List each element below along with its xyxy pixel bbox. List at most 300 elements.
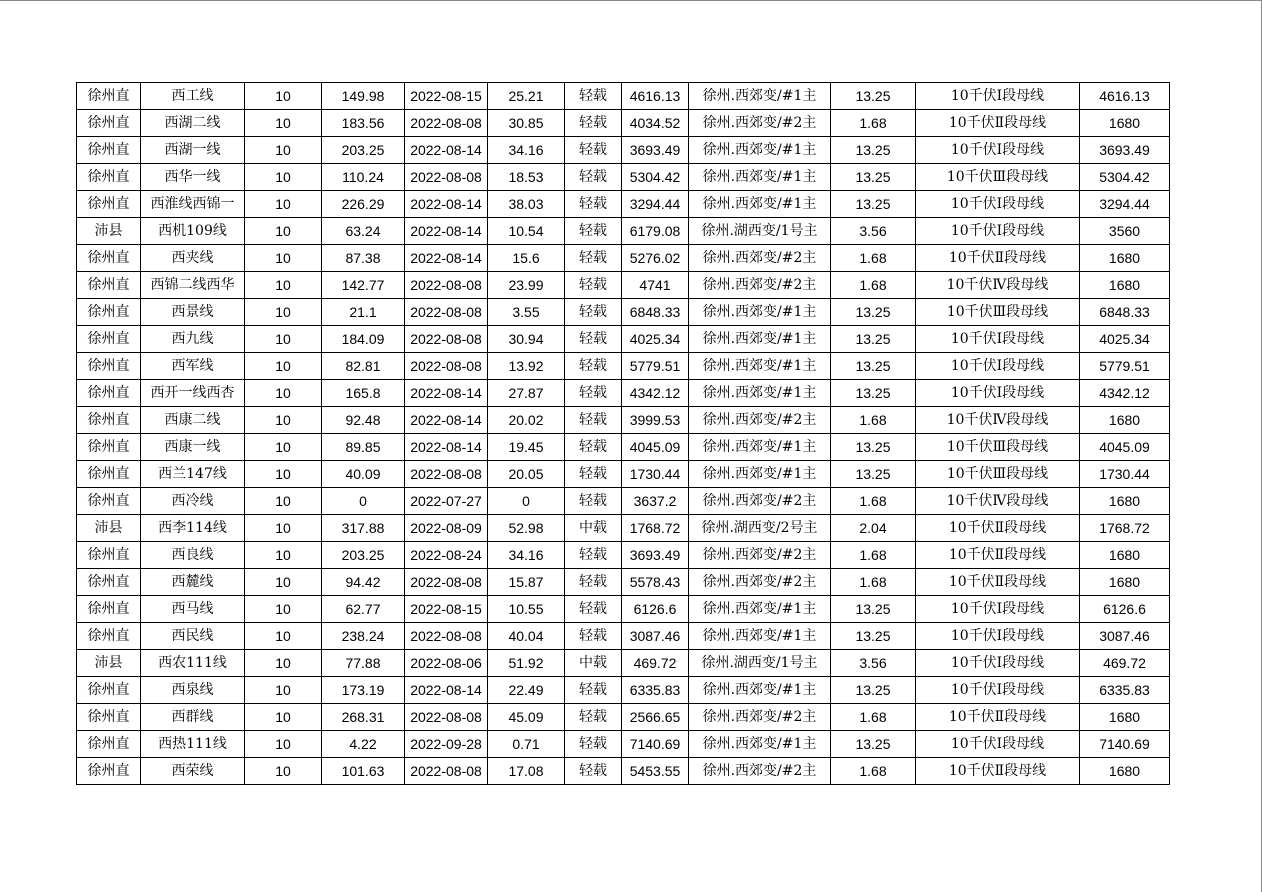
cell-line-name: 西锦二线西华 bbox=[141, 272, 245, 299]
cell-load-rate: 17.08 bbox=[488, 758, 565, 785]
cell-transformer-load: 13.25 bbox=[831, 677, 916, 704]
cell-substation: 徐州.西郊变/#1主 bbox=[689, 677, 831, 704]
cell-bus: 10千伏Ⅳ段母线 bbox=[916, 488, 1080, 515]
cell-transformer-load: 13.25 bbox=[831, 380, 916, 407]
cell-substation: 徐州.西郊变/#1主 bbox=[689, 596, 831, 623]
cell-max: 4342.12 bbox=[1080, 380, 1170, 407]
cell-load-rate: 19.45 bbox=[488, 434, 565, 461]
cell-load-status: 轻载 bbox=[565, 272, 622, 299]
cell-substation: 徐州.湖西变/1号主 bbox=[689, 650, 831, 677]
cell-region: 徐州直 bbox=[77, 569, 141, 596]
cell-max: 1680 bbox=[1080, 110, 1170, 137]
cell-capacity: 6179.08 bbox=[622, 218, 689, 245]
cell-date: 2022-08-15 bbox=[405, 596, 488, 623]
cell-load-status: 轻载 bbox=[565, 299, 622, 326]
cell-max: 6126.6 bbox=[1080, 596, 1170, 623]
cell-current: 77.88 bbox=[322, 650, 405, 677]
cell-substation: 徐州.西郊变/#1主 bbox=[689, 623, 831, 650]
cell-transformer-load: 13.25 bbox=[831, 731, 916, 758]
cell-substation: 徐州.西郊变/#2主 bbox=[689, 488, 831, 515]
cell-voltage: 10 bbox=[245, 488, 322, 515]
table-row bbox=[77, 758, 1170, 785]
cell-capacity: 3294.44 bbox=[622, 191, 689, 218]
cell-substation: 徐州.西郊变/#2主 bbox=[689, 245, 831, 272]
cell-transformer-load: 13.25 bbox=[831, 623, 916, 650]
cell-region: 徐州直 bbox=[77, 326, 141, 353]
cell-load-status: 轻载 bbox=[565, 218, 622, 245]
cell-date: 2022-08-08 bbox=[405, 623, 488, 650]
cell-bus: 10千伏Ⅲ段母线 bbox=[916, 434, 1080, 461]
cell-max: 4616.13 bbox=[1080, 83, 1170, 110]
cell-load-rate: 40.04 bbox=[488, 623, 565, 650]
cell-date: 2022-08-15 bbox=[405, 83, 488, 110]
cell-bus: 10千伏Ⅱ段母线 bbox=[916, 704, 1080, 731]
cell-region: 徐州直 bbox=[77, 110, 141, 137]
cell-line-name: 西康一线 bbox=[141, 434, 245, 461]
cell-current: 94.42 bbox=[322, 569, 405, 596]
cell-date: 2022-08-08 bbox=[405, 326, 488, 353]
cell-max: 1680 bbox=[1080, 272, 1170, 299]
cell-current: 21.1 bbox=[322, 299, 405, 326]
cell-load-status: 轻载 bbox=[565, 704, 622, 731]
cell-voltage: 10 bbox=[245, 434, 322, 461]
cell-substation: 徐州.西郊变/#2主 bbox=[689, 542, 831, 569]
cell-line-name: 西兰147线 bbox=[141, 461, 245, 488]
cell-voltage: 10 bbox=[245, 299, 322, 326]
cell-current: 226.29 bbox=[322, 191, 405, 218]
cell-capacity: 7140.69 bbox=[622, 731, 689, 758]
cell-substation: 徐州.西郊变/#2主 bbox=[689, 272, 831, 299]
cell-region: 徐州直 bbox=[77, 434, 141, 461]
cell-load-rate: 30.85 bbox=[488, 110, 565, 137]
cell-voltage: 10 bbox=[245, 272, 322, 299]
table-row bbox=[77, 299, 1170, 326]
cell-date: 2022-08-06 bbox=[405, 650, 488, 677]
cell-region: 徐州直 bbox=[77, 299, 141, 326]
cell-voltage: 10 bbox=[245, 326, 322, 353]
cell-current: 92.48 bbox=[322, 407, 405, 434]
cell-load-rate: 18.53 bbox=[488, 164, 565, 191]
cell-voltage: 10 bbox=[245, 704, 322, 731]
cell-voltage: 10 bbox=[245, 677, 322, 704]
cell-capacity: 6126.6 bbox=[622, 596, 689, 623]
cell-voltage: 10 bbox=[245, 110, 322, 137]
cell-load-status: 轻载 bbox=[565, 758, 622, 785]
cell-bus: 10千伏Ⅰ段母线 bbox=[916, 218, 1080, 245]
cell-current: 89.85 bbox=[322, 434, 405, 461]
cell-max: 1680 bbox=[1080, 407, 1170, 434]
cell-line-name: 西康二线 bbox=[141, 407, 245, 434]
cell-line-name: 西景线 bbox=[141, 299, 245, 326]
cell-region: 徐州直 bbox=[77, 272, 141, 299]
cell-capacity: 4034.52 bbox=[622, 110, 689, 137]
cell-line-name: 西群线 bbox=[141, 704, 245, 731]
cell-region: 沛县 bbox=[77, 650, 141, 677]
cell-region: 徐州直 bbox=[77, 623, 141, 650]
cell-date: 2022-08-08 bbox=[405, 272, 488, 299]
cell-region: 徐州直 bbox=[77, 407, 141, 434]
table-row bbox=[77, 272, 1170, 299]
cell-bus: 10千伏Ⅱ段母线 bbox=[916, 542, 1080, 569]
cell-voltage: 10 bbox=[245, 542, 322, 569]
cell-line-name: 西机109线 bbox=[141, 218, 245, 245]
cell-load-rate: 22.49 bbox=[488, 677, 565, 704]
cell-capacity: 469.72 bbox=[622, 650, 689, 677]
cell-current: 238.24 bbox=[322, 623, 405, 650]
cell-bus: 10千伏Ⅰ段母线 bbox=[916, 191, 1080, 218]
table-row bbox=[77, 569, 1170, 596]
cell-bus: 10千伏Ⅱ段母线 bbox=[916, 515, 1080, 542]
cell-date: 2022-08-14 bbox=[405, 245, 488, 272]
cell-substation: 徐州.西郊变/#1主 bbox=[689, 326, 831, 353]
cell-capacity: 6335.83 bbox=[622, 677, 689, 704]
cell-current: 149.98 bbox=[322, 83, 405, 110]
cell-voltage: 10 bbox=[245, 380, 322, 407]
cell-line-name: 西冷线 bbox=[141, 488, 245, 515]
cell-transformer-load: 1.68 bbox=[831, 245, 916, 272]
cell-capacity: 4616.13 bbox=[622, 83, 689, 110]
cell-substation: 徐州.西郊变/#1主 bbox=[689, 299, 831, 326]
cell-date: 2022-08-08 bbox=[405, 299, 488, 326]
cell-load-status: 轻载 bbox=[565, 434, 622, 461]
cell-date: 2022-08-08 bbox=[405, 110, 488, 137]
cell-max: 1680 bbox=[1080, 488, 1170, 515]
cell-date: 2022-09-28 bbox=[405, 731, 488, 758]
cell-transformer-load: 13.25 bbox=[831, 299, 916, 326]
cell-bus: 10千伏Ⅱ段母线 bbox=[916, 110, 1080, 137]
cell-current: 173.19 bbox=[322, 677, 405, 704]
cell-load-rate: 0 bbox=[488, 488, 565, 515]
cell-bus: 10千伏Ⅳ段母线 bbox=[916, 272, 1080, 299]
cell-transformer-load: 3.56 bbox=[831, 218, 916, 245]
cell-load-status: 轻载 bbox=[565, 596, 622, 623]
cell-max: 3294.44 bbox=[1080, 191, 1170, 218]
cell-voltage: 10 bbox=[245, 137, 322, 164]
cell-voltage: 10 bbox=[245, 191, 322, 218]
cell-date: 2022-08-14 bbox=[405, 218, 488, 245]
cell-current: 87.38 bbox=[322, 245, 405, 272]
cell-substation: 徐州.西郊变/#1主 bbox=[689, 731, 831, 758]
cell-current: 62.77 bbox=[322, 596, 405, 623]
cell-line-name: 西民线 bbox=[141, 623, 245, 650]
cell-region: 徐州直 bbox=[77, 353, 141, 380]
cell-load-status: 轻载 bbox=[565, 326, 622, 353]
cell-current: 142.77 bbox=[322, 272, 405, 299]
cell-voltage: 10 bbox=[245, 758, 322, 785]
cell-line-name: 西九线 bbox=[141, 326, 245, 353]
cell-max: 3693.49 bbox=[1080, 137, 1170, 164]
cell-capacity: 6848.33 bbox=[622, 299, 689, 326]
cell-load-status: 轻载 bbox=[565, 677, 622, 704]
cell-substation: 徐州.西郊变/#1主 bbox=[689, 380, 831, 407]
cell-max: 7140.69 bbox=[1080, 731, 1170, 758]
cell-date: 2022-08-14 bbox=[405, 380, 488, 407]
cell-max: 6848.33 bbox=[1080, 299, 1170, 326]
cell-max: 5779.51 bbox=[1080, 353, 1170, 380]
cell-bus: 10千伏Ⅱ段母线 bbox=[916, 758, 1080, 785]
cell-load-rate: 15.87 bbox=[488, 569, 565, 596]
cell-substation: 徐州.西郊变/#2主 bbox=[689, 110, 831, 137]
cell-load-status: 中载 bbox=[565, 650, 622, 677]
cell-date: 2022-08-08 bbox=[405, 353, 488, 380]
cell-load-status: 轻载 bbox=[565, 380, 622, 407]
cell-max: 3560 bbox=[1080, 218, 1170, 245]
cell-line-name: 西开一线西杏 bbox=[141, 380, 245, 407]
cell-capacity: 5304.42 bbox=[622, 164, 689, 191]
cell-transformer-load: 1.68 bbox=[831, 272, 916, 299]
cell-region: 徐州直 bbox=[77, 191, 141, 218]
cell-capacity: 5779.51 bbox=[622, 353, 689, 380]
cell-transformer-load: 1.68 bbox=[831, 569, 916, 596]
cell-transformer-load: 13.25 bbox=[831, 353, 916, 380]
cell-transformer-load: 13.25 bbox=[831, 191, 916, 218]
cell-transformer-load: 3.56 bbox=[831, 650, 916, 677]
cell-transformer-load: 1.68 bbox=[831, 542, 916, 569]
table-row bbox=[77, 110, 1170, 137]
cell-current: 82.81 bbox=[322, 353, 405, 380]
cell-substation: 徐州.西郊变/#1主 bbox=[689, 83, 831, 110]
cell-region: 徐州直 bbox=[77, 137, 141, 164]
cell-load-rate: 51.92 bbox=[488, 650, 565, 677]
cell-transformer-load: 13.25 bbox=[831, 326, 916, 353]
cell-load-status: 轻载 bbox=[565, 164, 622, 191]
cell-load-rate: 45.09 bbox=[488, 704, 565, 731]
cell-load-rate: 34.16 bbox=[488, 542, 565, 569]
cell-line-name: 西麓线 bbox=[141, 569, 245, 596]
cell-capacity: 2566.65 bbox=[622, 704, 689, 731]
cell-date: 2022-08-14 bbox=[405, 191, 488, 218]
cell-date: 2022-08-14 bbox=[405, 434, 488, 461]
cell-date: 2022-08-08 bbox=[405, 461, 488, 488]
cell-substation: 徐州.西郊变/#1主 bbox=[689, 461, 831, 488]
cell-region: 徐州直 bbox=[77, 164, 141, 191]
cell-current: 184.09 bbox=[322, 326, 405, 353]
table-row bbox=[77, 137, 1170, 164]
cell-line-name: 西荣线 bbox=[141, 758, 245, 785]
cell-load-rate: 52.98 bbox=[488, 515, 565, 542]
cell-line-name: 西华一线 bbox=[141, 164, 245, 191]
cell-region: 徐州直 bbox=[77, 461, 141, 488]
table-row bbox=[77, 677, 1170, 704]
cell-substation: 徐州.西郊变/#1主 bbox=[689, 434, 831, 461]
cell-current: 63.24 bbox=[322, 218, 405, 245]
cell-region: 徐州直 bbox=[77, 542, 141, 569]
cell-voltage: 10 bbox=[245, 164, 322, 191]
cell-transformer-load: 13.25 bbox=[831, 83, 916, 110]
cell-voltage: 10 bbox=[245, 407, 322, 434]
cell-load-rate: 27.87 bbox=[488, 380, 565, 407]
cell-voltage: 10 bbox=[245, 731, 322, 758]
cell-load-status: 轻载 bbox=[565, 488, 622, 515]
cell-voltage: 10 bbox=[245, 83, 322, 110]
cell-capacity: 4045.09 bbox=[622, 434, 689, 461]
cell-load-status: 轻载 bbox=[565, 83, 622, 110]
cell-substation: 徐州.西郊变/#1主 bbox=[689, 137, 831, 164]
cell-capacity: 4025.34 bbox=[622, 326, 689, 353]
cell-load-status: 轻载 bbox=[565, 137, 622, 164]
table-row bbox=[77, 488, 1170, 515]
cell-substation: 徐州.西郊变/#2主 bbox=[689, 758, 831, 785]
cell-max: 1680 bbox=[1080, 704, 1170, 731]
cell-max: 1680 bbox=[1080, 758, 1170, 785]
cell-load-rate: 10.55 bbox=[488, 596, 565, 623]
cell-transformer-load: 1.68 bbox=[831, 407, 916, 434]
cell-current: 317.88 bbox=[322, 515, 405, 542]
cell-capacity: 4741 bbox=[622, 272, 689, 299]
cell-date: 2022-08-08 bbox=[405, 704, 488, 731]
cell-region: 徐州直 bbox=[77, 245, 141, 272]
table-row bbox=[77, 596, 1170, 623]
cell-bus: 10千伏Ⅰ段母线 bbox=[916, 83, 1080, 110]
cell-transformer-load: 1.68 bbox=[831, 704, 916, 731]
cell-transformer-load: 2.04 bbox=[831, 515, 916, 542]
cell-region: 徐州直 bbox=[77, 83, 141, 110]
cell-transformer-load: 13.25 bbox=[831, 164, 916, 191]
cell-current: 101.63 bbox=[322, 758, 405, 785]
table-row bbox=[77, 164, 1170, 191]
cell-load-status: 中载 bbox=[565, 515, 622, 542]
cell-current: 268.31 bbox=[322, 704, 405, 731]
cell-bus: 10千伏Ⅳ段母线 bbox=[916, 407, 1080, 434]
cell-transformer-load: 1.68 bbox=[831, 488, 916, 515]
cell-load-rate: 38.03 bbox=[488, 191, 565, 218]
cell-region: 沛县 bbox=[77, 218, 141, 245]
cell-region: 徐州直 bbox=[77, 758, 141, 785]
table-row bbox=[77, 623, 1170, 650]
table-row bbox=[77, 461, 1170, 488]
cell-capacity: 3693.49 bbox=[622, 542, 689, 569]
cell-voltage: 10 bbox=[245, 569, 322, 596]
cell-bus: 10千伏Ⅰ段母线 bbox=[916, 731, 1080, 758]
table-row bbox=[77, 704, 1170, 731]
cell-current: 110.24 bbox=[322, 164, 405, 191]
cell-capacity: 3999.53 bbox=[622, 407, 689, 434]
cell-line-name: 西马线 bbox=[141, 596, 245, 623]
cell-load-rate: 20.02 bbox=[488, 407, 565, 434]
cell-load-status: 轻载 bbox=[565, 623, 622, 650]
cell-current: 203.25 bbox=[322, 542, 405, 569]
cell-transformer-load: 13.25 bbox=[831, 596, 916, 623]
cell-line-name: 西泉线 bbox=[141, 677, 245, 704]
cell-date: 2022-07-27 bbox=[405, 488, 488, 515]
cell-line-name: 西湖二线 bbox=[141, 110, 245, 137]
cell-max: 1768.72 bbox=[1080, 515, 1170, 542]
cell-substation: 徐州.湖西变/1号主 bbox=[689, 218, 831, 245]
cell-load-rate: 25.21 bbox=[488, 83, 565, 110]
table-row bbox=[77, 434, 1170, 461]
table-row bbox=[77, 542, 1170, 569]
cell-capacity: 4342.12 bbox=[622, 380, 689, 407]
cell-current: 183.56 bbox=[322, 110, 405, 137]
table-row bbox=[77, 380, 1170, 407]
cell-capacity: 5453.55 bbox=[622, 758, 689, 785]
cell-date: 2022-08-14 bbox=[405, 407, 488, 434]
table-row bbox=[77, 218, 1170, 245]
cell-line-name: 西淮线西锦一 bbox=[141, 191, 245, 218]
table-row bbox=[77, 650, 1170, 677]
cell-line-name: 西良线 bbox=[141, 542, 245, 569]
cell-max: 1680 bbox=[1080, 245, 1170, 272]
table-body bbox=[77, 83, 1170, 785]
cell-capacity: 1730.44 bbox=[622, 461, 689, 488]
cell-load-rate: 15.6 bbox=[488, 245, 565, 272]
cell-line-name: 西湖一线 bbox=[141, 137, 245, 164]
cell-region: 徐州直 bbox=[77, 596, 141, 623]
cell-line-name: 西夹线 bbox=[141, 245, 245, 272]
cell-line-name: 西工线 bbox=[141, 83, 245, 110]
cell-load-status: 轻载 bbox=[565, 461, 622, 488]
cell-current: 165.8 bbox=[322, 380, 405, 407]
cell-load-rate: 10.54 bbox=[488, 218, 565, 245]
cell-load-status: 轻载 bbox=[565, 542, 622, 569]
table-row bbox=[77, 245, 1170, 272]
cell-max: 1680 bbox=[1080, 542, 1170, 569]
cell-current: 203.25 bbox=[322, 137, 405, 164]
cell-bus: 10千伏Ⅰ段母线 bbox=[916, 596, 1080, 623]
cell-date: 2022-08-08 bbox=[405, 569, 488, 596]
cell-load-status: 轻载 bbox=[565, 569, 622, 596]
cell-substation: 徐州.西郊变/#2主 bbox=[689, 704, 831, 731]
cell-voltage: 10 bbox=[245, 461, 322, 488]
cell-load-status: 轻载 bbox=[565, 110, 622, 137]
cell-max: 4025.34 bbox=[1080, 326, 1170, 353]
cell-region: 徐州直 bbox=[77, 488, 141, 515]
cell-current: 0 bbox=[322, 488, 405, 515]
cell-region: 沛县 bbox=[77, 515, 141, 542]
cell-date: 2022-08-14 bbox=[405, 137, 488, 164]
cell-voltage: 10 bbox=[245, 650, 322, 677]
table-row bbox=[77, 191, 1170, 218]
cell-max: 5304.42 bbox=[1080, 164, 1170, 191]
cell-voltage: 10 bbox=[245, 623, 322, 650]
cell-date: 2022-08-08 bbox=[405, 758, 488, 785]
cell-region: 徐州直 bbox=[77, 380, 141, 407]
cell-bus: 10千伏Ⅰ段母线 bbox=[916, 650, 1080, 677]
cell-capacity: 3637.2 bbox=[622, 488, 689, 515]
cell-date: 2022-08-14 bbox=[405, 677, 488, 704]
cell-bus: 10千伏Ⅰ段母线 bbox=[916, 380, 1080, 407]
cell-load-status: 轻载 bbox=[565, 245, 622, 272]
cell-line-name: 西农111线 bbox=[141, 650, 245, 677]
cell-bus: 10千伏Ⅲ段母线 bbox=[916, 299, 1080, 326]
cell-line-name: 西军线 bbox=[141, 353, 245, 380]
cell-bus: 10千伏Ⅰ段母线 bbox=[916, 137, 1080, 164]
cell-load-rate: 3.55 bbox=[488, 299, 565, 326]
cell-max: 3087.46 bbox=[1080, 623, 1170, 650]
cell-date: 2022-08-08 bbox=[405, 164, 488, 191]
table-row bbox=[77, 83, 1170, 110]
cell-bus: 10千伏Ⅲ段母线 bbox=[916, 164, 1080, 191]
cell-transformer-load: 1.68 bbox=[831, 110, 916, 137]
table-row bbox=[77, 326, 1170, 353]
cell-load-rate: 20.05 bbox=[488, 461, 565, 488]
cell-capacity: 5276.02 bbox=[622, 245, 689, 272]
cell-load-rate: 34.16 bbox=[488, 137, 565, 164]
cell-load-status: 轻载 bbox=[565, 191, 622, 218]
cell-region: 徐州直 bbox=[77, 677, 141, 704]
cell-transformer-load: 13.25 bbox=[831, 434, 916, 461]
cell-line-name: 西热111线 bbox=[141, 731, 245, 758]
cell-bus: 10千伏Ⅲ段母线 bbox=[916, 461, 1080, 488]
cell-bus: 10千伏Ⅰ段母线 bbox=[916, 677, 1080, 704]
cell-transformer-load: 13.25 bbox=[831, 461, 916, 488]
cell-voltage: 10 bbox=[245, 353, 322, 380]
cell-voltage: 10 bbox=[245, 596, 322, 623]
table-row bbox=[77, 407, 1170, 434]
cell-date: 2022-08-09 bbox=[405, 515, 488, 542]
cell-substation: 徐州.西郊变/#2主 bbox=[689, 569, 831, 596]
cell-substation: 徐州.湖西变/2号主 bbox=[689, 515, 831, 542]
